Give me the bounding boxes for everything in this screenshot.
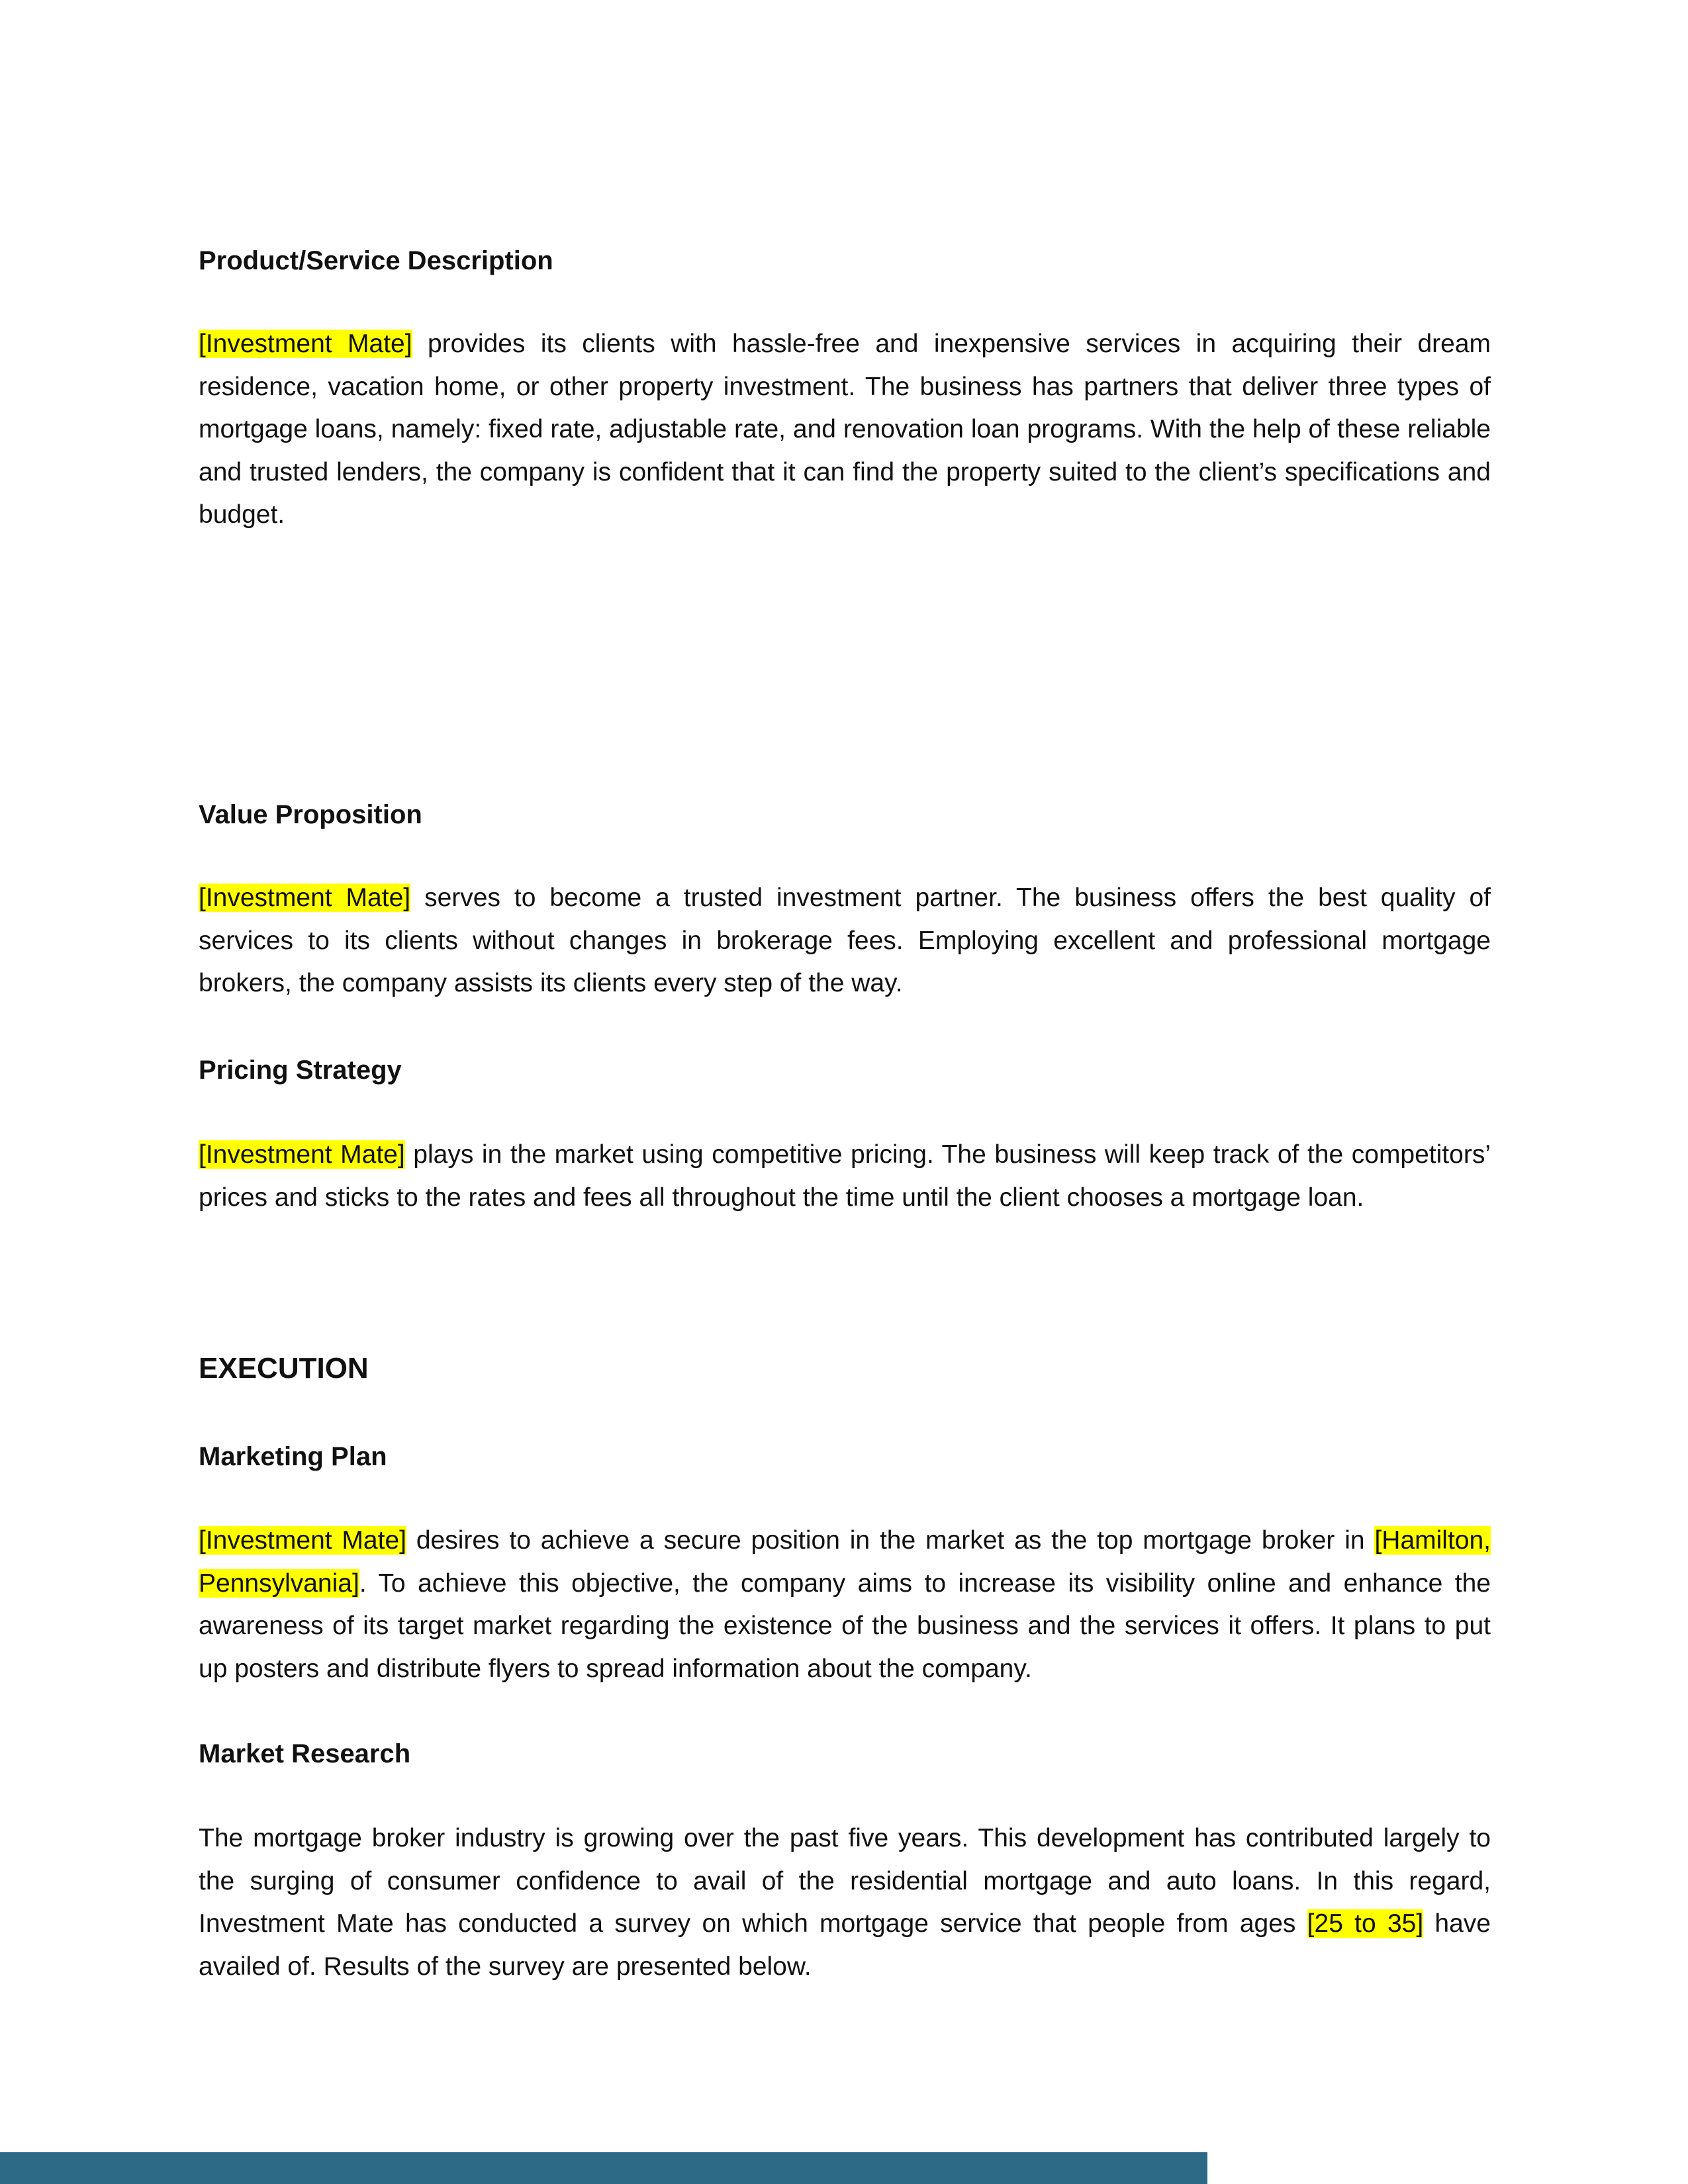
- footer-bar: [0, 2152, 1207, 2184]
- product-service-heading: Product/Service Description: [199, 246, 553, 275]
- market-research-text-1: The mortgage broker industry is growing over the past five years. This development has contributed largely to the surging of consumer confidence to avail of the residential mortgage and auto loans. In this regard, Investment Mate has conducted a survey on which mortgage service that people from ages: [199, 1824, 1491, 1938]
- document-page: [199, 0, 1491, 2184]
- product-service-paragraph: [199, 323, 1491, 537]
- marketing-plan-heading: Marketing Plan: [199, 1442, 387, 1471]
- product-service-text: provides its clients with hassle-free and inexpensive services in acquiring their dream residence, vacation home, or other property investment. The business has partners that deliver three types of mortgage loans, namely: fixed rate, adjustable rate, and renovation loan programs. With the help of these reliable and trusted lenders, the company is confident that it can find the property suited to the client’s specifications and budget.: [199, 330, 1491, 529]
- market-research-heading: Market Research: [199, 1739, 411, 1768]
- company-name-placeholder: [Investment Mate]: [199, 330, 412, 358]
- marketing-plan-text-2: . To achieve this objective, the company aims to increase its visibility online and enhance the awareness of its target market regarding the existence of the business and the services it offers. It plans to put up posters and distribute flyers to spread information about the company.: [199, 1569, 1491, 1683]
- company-name-placeholder: [Investment Mate]: [199, 1140, 405, 1169]
- company-name-placeholder: [Investment Mate]: [199, 1526, 406, 1555]
- market-research-paragraph: [199, 1817, 1491, 1988]
- company-name-placeholder: [Investment Mate]: [199, 884, 411, 912]
- marketing-plan-text-1: desires to achieve a secure position in the market as the top mortgage broker in: [406, 1526, 1375, 1555]
- location-placeholder: [Hamilton, Pennsylvania]: [199, 1526, 1491, 1598]
- value-proposition-text: serves to become a trusted investment partner. The business offers the best quality of services to its clients without changes in brokerage fees. Employing excellent and professional mortgage brokers, the company assists its clients every step of the way.: [199, 884, 1491, 997]
- value-proposition-heading: Value Proposition: [199, 800, 422, 829]
- execution-heading: EXECUTION: [199, 1352, 369, 1385]
- pricing-strategy-heading: Pricing Strategy: [199, 1056, 402, 1085]
- value-proposition-paragraph: [199, 877, 1491, 1005]
- market-research-text-2: have availed of. Results of the survey are presented below.: [199, 1909, 1491, 1981]
- pricing-strategy-text: plays in the market using competitive pricing. The business will keep track of the competitors’ prices and sticks to the rates and fees all throughout the time until the client chooses a mortgage loan.: [199, 1140, 1491, 1212]
- age-range-placeholder: [25 to 35]: [1307, 1909, 1424, 1938]
- marketing-plan-paragraph: [199, 1520, 1491, 1690]
- pricing-strategy-paragraph: [199, 1134, 1491, 1219]
